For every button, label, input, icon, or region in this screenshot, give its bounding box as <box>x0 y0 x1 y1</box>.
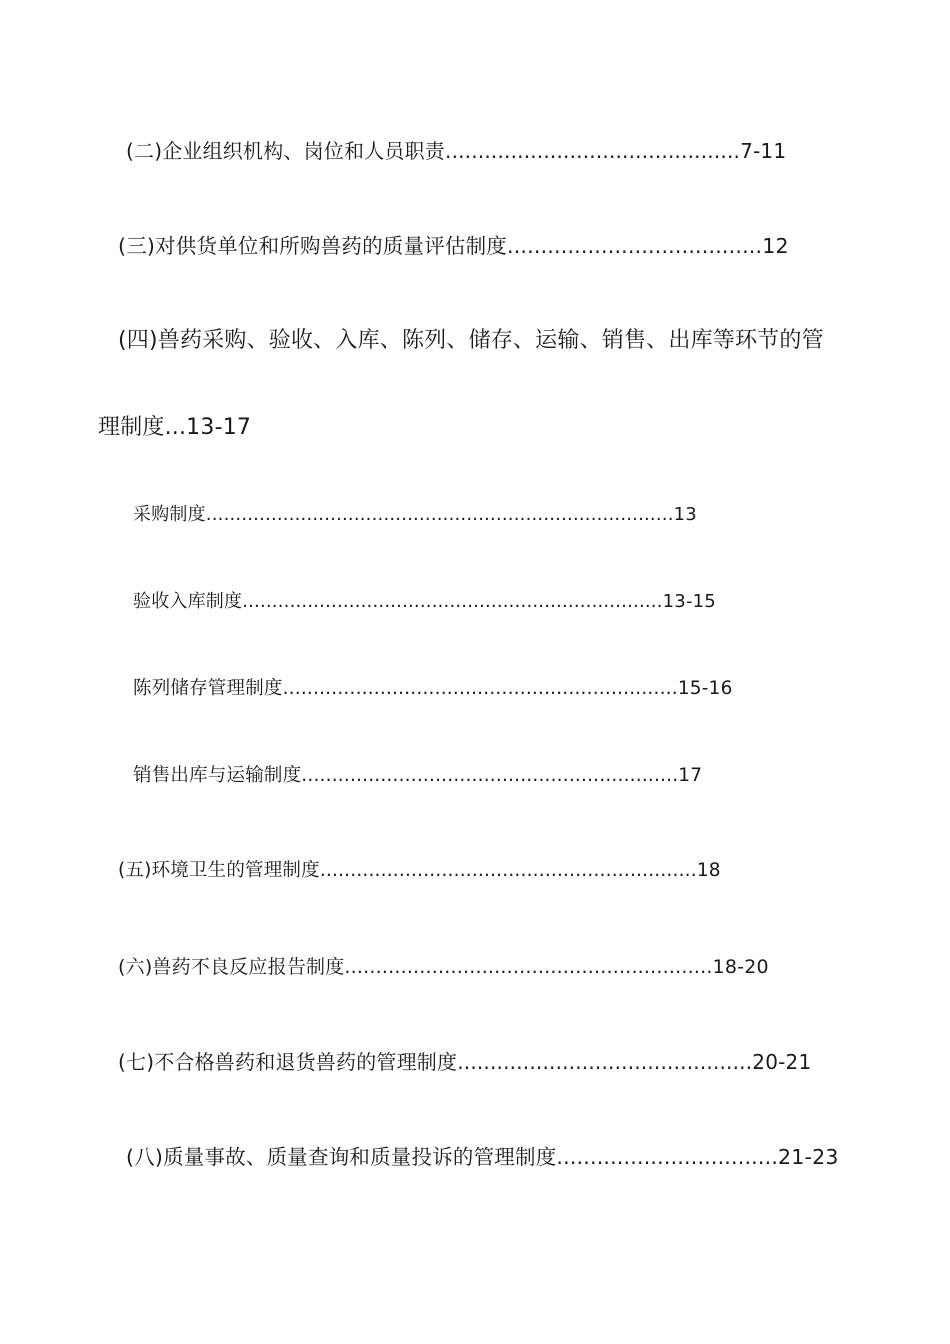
toc-entry-3: (三)对供货单位和所购兽药的质量评估制度......................................12 <box>118 234 789 258</box>
toc-entry-8: (八)质量事故、质量查询和质量投诉的管理制度.................................21-23 <box>126 1145 839 1169</box>
toc-subentry-purchase: 采购制度...............................................................................13 <box>133 504 697 525</box>
toc-entry-5: (五)环境卫生的管理制度..............................................................18 <box>118 860 721 881</box>
toc-entry-4-line-1: (四)兽药采购、验收、入库、陈列、储存、运输、销售、出库等环节的管 <box>118 328 824 353</box>
toc-entry-7: (七)不合格兽药和退货兽药的管理制度.............................................20-21 <box>118 1050 812 1074</box>
toc-subentry-sales: 销售出库与运输制度..............................................................17 <box>133 765 703 786</box>
toc-subentry-acceptance: 验收入库制度.......................................................................13-15 <box>133 591 716 612</box>
toc-entry-6: (六)兽药不良反应报告制度...........................................................18-20 <box>118 956 769 978</box>
toc-entry-2: (二)企业组织机构、岗位和人员职责.............................................7-11 <box>126 139 787 163</box>
toc-subentry-storage: 陈列储存管理制度.................................................................15-16 <box>133 678 733 699</box>
toc-entry-4-line-2: 理制度...13-17 <box>98 415 252 440</box>
